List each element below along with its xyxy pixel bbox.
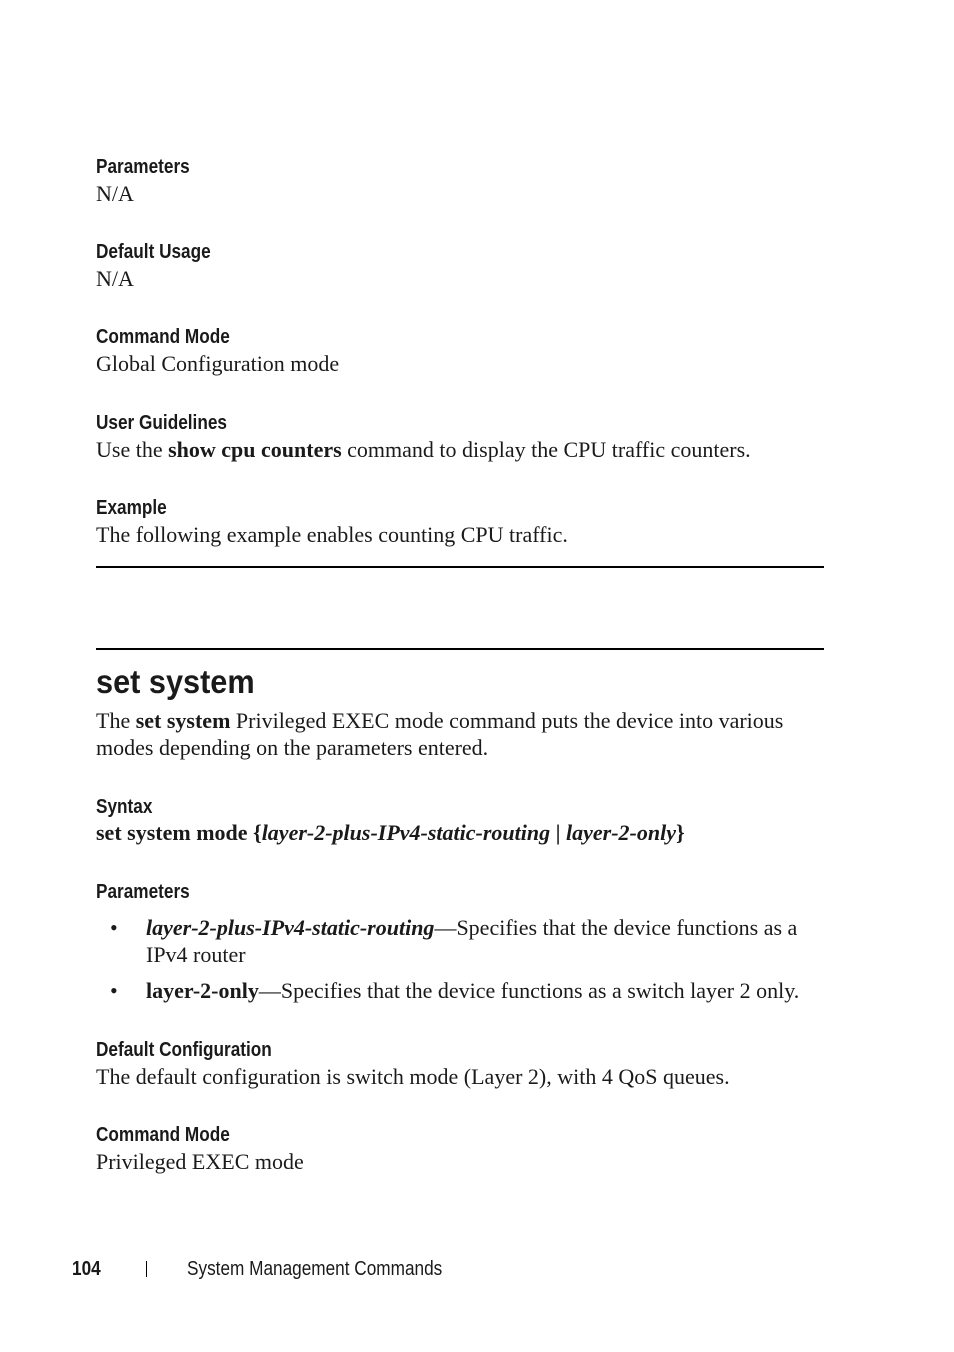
intro-paragraph xyxy=(96,707,783,761)
default-usage-text: N/A xyxy=(96,266,134,291)
param-1-desc-line-2: IPv4 router xyxy=(146,942,246,967)
default-config-heading: Default Configuration xyxy=(96,1039,272,1061)
parameters-text: N/A xyxy=(96,181,134,206)
show-cpu-counters-command: show cpu counters xyxy=(168,437,342,462)
footer-chapter: System Management Commands xyxy=(187,1258,443,1280)
user-guidelines-heading: User Guidelines xyxy=(96,412,227,434)
param-1-desc: —Specifies that the device functions as a xyxy=(434,915,798,940)
syntax-line xyxy=(96,819,685,846)
syntax-option-2: layer-2-only xyxy=(565,820,676,845)
syntax-heading: Syntax xyxy=(96,796,153,818)
syntax-separator: | xyxy=(550,820,566,845)
parameters-heading: Parameters xyxy=(96,156,190,178)
user-guidelines-text xyxy=(96,436,751,463)
section-start-rule xyxy=(96,648,824,650)
syntax-option-1: layer-2-plus-IPv4-static-routing xyxy=(261,820,551,845)
param-1-name: layer-2-plus-IPv4-static-routing xyxy=(146,915,435,940)
command-mode-text: Global Configuration mode xyxy=(96,351,340,376)
section-end-rule xyxy=(96,566,824,568)
default-usage-heading: Default Usage xyxy=(96,241,211,263)
footer-divider xyxy=(146,1261,147,1277)
bullet-2: • xyxy=(110,978,118,1003)
command-mode-heading: Command Mode xyxy=(96,326,230,348)
param-2-name: layer-2-only xyxy=(146,978,259,1003)
command-mode-text-2: Privileged EXEC mode xyxy=(96,1149,304,1174)
page-title: set system xyxy=(96,663,255,700)
bullet-1: • xyxy=(110,915,118,940)
example-text: The following example enables counting CPU traffic. xyxy=(96,522,568,547)
example-heading: Example xyxy=(96,497,167,519)
intro-line-2: modes depending on the parameters entered. xyxy=(96,735,489,760)
user-guidelines-post: command to display the CPU traffic counters. xyxy=(341,437,751,462)
parameters-heading-2: Parameters xyxy=(96,881,190,903)
param-2-desc: —Specifies that the device functions as a switch layer 2 only. xyxy=(258,978,800,1003)
intro-post: Privileged EXEC mode command puts the device into various xyxy=(230,708,784,733)
intro-pre: The xyxy=(96,708,136,733)
command-mode-heading-2: Command Mode xyxy=(96,1124,230,1146)
param-1 xyxy=(146,914,797,968)
param-2 xyxy=(146,977,799,1004)
page-number: 104 xyxy=(72,1258,101,1280)
user-guidelines-pre: Use the xyxy=(96,437,169,462)
syntax-command: set system mode { xyxy=(96,820,262,845)
set-system-command: set system xyxy=(135,708,231,733)
default-config-text: The default configuration is switch mode (Layer 2), with 4 QoS queues. xyxy=(96,1064,730,1089)
syntax-close: } xyxy=(675,820,685,845)
